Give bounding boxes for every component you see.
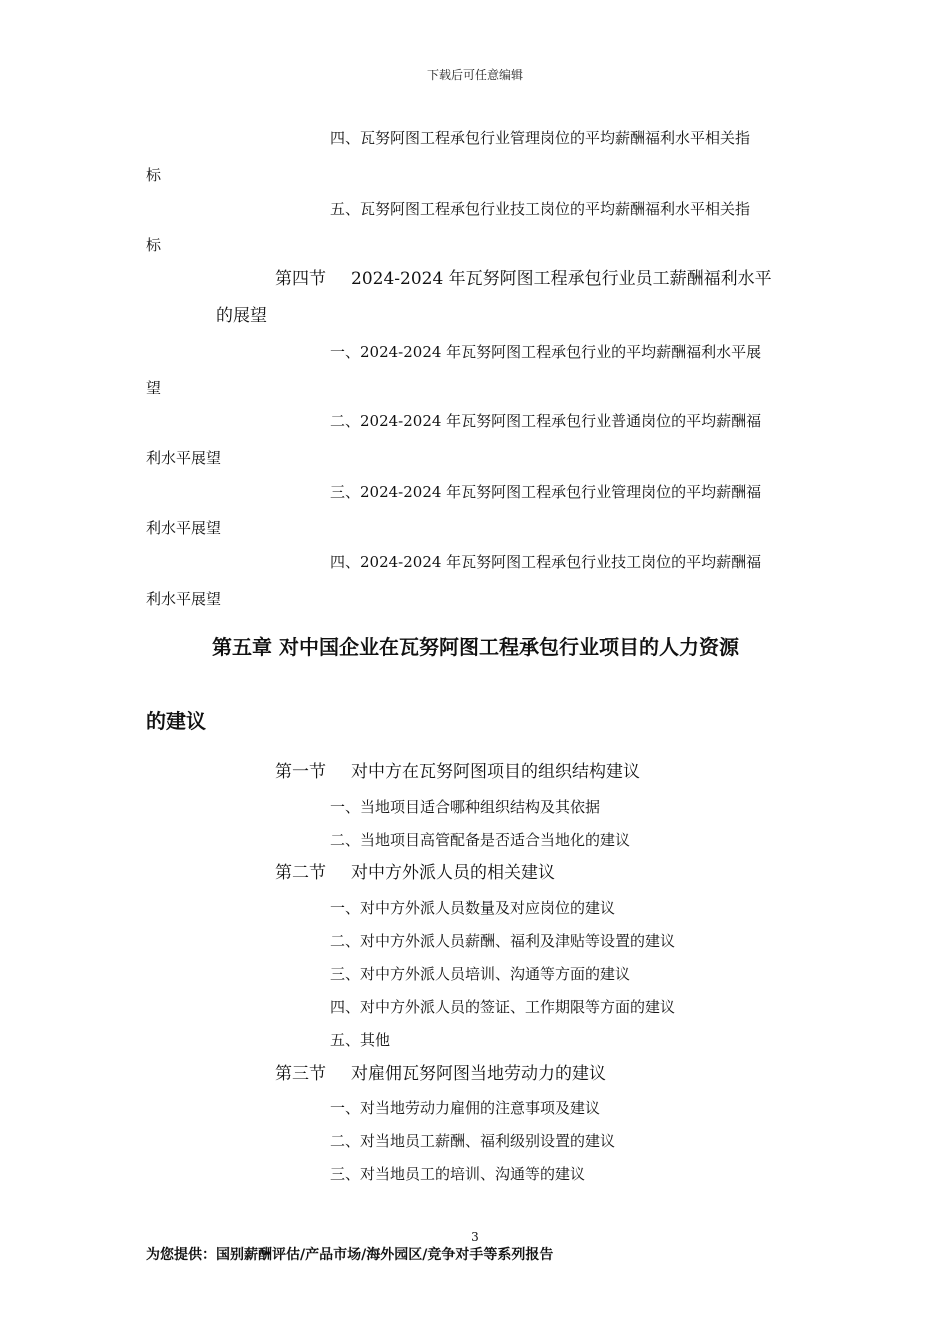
- section-title: 2024-2024 年瓦努阿图工程承包行业员工薪酬福利水平: [351, 269, 772, 289]
- section-title: 对中方在瓦努阿图项目的组织结构建议: [351, 762, 640, 782]
- toc-section-4-line2: 的展望: [216, 306, 267, 326]
- toc-ch5-section-2: [275, 862, 555, 884]
- toc-item-ch5-s2-1: 一、对中方外派人员数量及对应岗位的建议: [330, 899, 616, 917]
- chapter-5-title: 第五章 对中国企业在瓦努阿图工程承包行业项目的人力资源: [212, 635, 739, 659]
- toc-item-s4-3-line2: 利水平展望: [146, 519, 222, 537]
- toc-section-4: [275, 268, 772, 290]
- toc-item-ch5-s3-2: 二、对当地员工薪酬、福利级别设置的建议: [330, 1132, 616, 1150]
- toc-item-ch5-s2-4: 四、对中方外派人员的签证、工作期限等方面的建议: [330, 998, 676, 1016]
- toc-item-ch5-s2-5: 五、其他: [330, 1031, 391, 1049]
- toc-item-s4-1-line2: 望: [146, 379, 162, 397]
- toc-item-s4-2-line2: 利水平展望: [146, 449, 222, 467]
- toc-item-s4-4-line2: 利水平展望: [146, 590, 222, 608]
- page-number: 3: [471, 1230, 479, 1244]
- section-label: 第三节: [275, 1064, 326, 1084]
- toc-ch5-section-3: [275, 1063, 606, 1085]
- toc-item-ch5-s3-1: 一、对当地劳动力雇佣的注意事项及建议: [330, 1099, 601, 1117]
- toc-item-ch5-s1-1: 一、当地项目适合哪种组织结构及其依据: [330, 798, 601, 816]
- toc-item-s3-5-line2: 标: [146, 236, 162, 254]
- footer-note: 为您提供：国别薪酬评估/产品市场/海外园区/竞争对手等系列报告: [146, 1247, 554, 1263]
- toc-item-s3-5-line1: 五、瓦努阿图工程承包行业技工岗位的平均薪酬福利水平相关指: [330, 200, 751, 218]
- toc-item-s4-4-line1: 四、2024-2024 年瓦努阿图工程承包行业技工岗位的平均薪酬福: [330, 553, 762, 571]
- chapter-5-title-line2: 的建议: [146, 709, 206, 733]
- section-label: 第四节: [275, 269, 326, 289]
- section-title: 对中方外派人员的相关建议: [351, 863, 555, 883]
- toc-item-s4-1-line1: 一、2024-2024 年瓦努阿图工程承包行业的平均薪酬福利水平展: [330, 343, 762, 361]
- header-note: 下载后可任意编辑: [426, 68, 523, 82]
- toc-item-s4-2-line1: 二、2024-2024 年瓦努阿图工程承包行业普通岗位的平均薪酬福: [330, 412, 762, 430]
- toc-item-s4-3-line1: 三、2024-2024 年瓦努阿图工程承包行业管理岗位的平均薪酬福: [330, 483, 762, 501]
- toc-item-ch5-s1-2: 二、当地项目高管配备是否适合当地化的建议: [330, 831, 631, 849]
- section-title: 对雇佣瓦努阿图当地劳动力的建议: [351, 1064, 606, 1084]
- toc-item-s3-4-line1: 四、瓦努阿图工程承包行业管理岗位的平均薪酬福利水平相关指: [330, 129, 751, 147]
- toc-item-ch5-s2-2: 二、对中方外派人员薪酬、福利及津贴等设置的建议: [330, 932, 676, 950]
- section-label: 第二节: [275, 863, 326, 883]
- toc-item-s3-4-line2: 标: [146, 166, 162, 184]
- toc-item-ch5-s2-3: 三、对中方外派人员培训、沟通等方面的建议: [330, 965, 631, 983]
- section-label: 第一节: [275, 762, 326, 782]
- toc-ch5-section-1: [275, 761, 640, 783]
- toc-item-ch5-s3-3: 三、对当地员工的培训、沟通等的建议: [330, 1165, 586, 1183]
